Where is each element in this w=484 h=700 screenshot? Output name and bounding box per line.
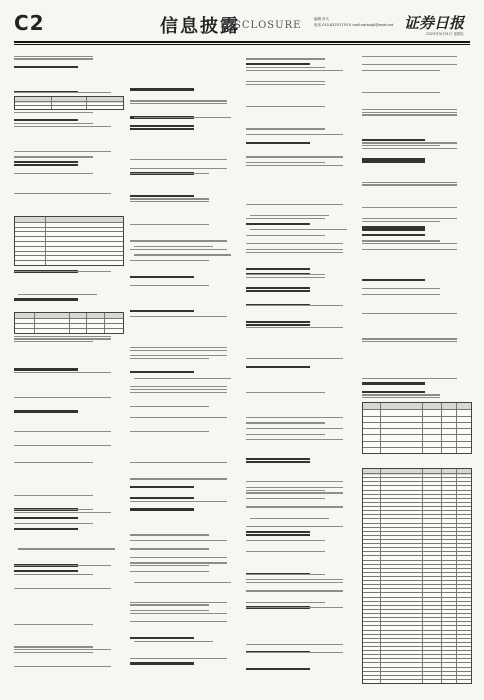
article-column-3	[246, 50, 356, 690]
subheading-line	[14, 298, 78, 300]
table-row-rule	[363, 543, 471, 544]
text-line	[130, 355, 227, 356]
text-line	[362, 148, 457, 149]
table-row-rule	[363, 564, 471, 565]
text-line	[130, 285, 209, 286]
subheading-line	[14, 164, 78, 166]
text-line	[246, 492, 343, 493]
table-row-rule	[363, 447, 471, 448]
text-line	[130, 260, 209, 261]
text-line	[246, 551, 325, 552]
text-line	[14, 271, 111, 272]
text-line	[130, 224, 209, 225]
text-line	[362, 341, 457, 342]
page-number: C2	[14, 11, 45, 35]
table-column-rule	[86, 97, 87, 109]
text-line	[134, 254, 231, 255]
subheading-line	[130, 88, 194, 90]
text-line	[14, 151, 111, 152]
text-line	[246, 277, 325, 278]
text-line	[246, 602, 325, 603]
text-line	[246, 579, 343, 580]
text-line	[130, 610, 209, 611]
text-line	[362, 394, 440, 395]
text-line	[246, 490, 325, 491]
text-line	[246, 58, 325, 59]
text-line	[18, 548, 115, 549]
text-line	[130, 201, 209, 202]
table-row-rule	[363, 584, 471, 585]
text-line	[246, 252, 343, 253]
table-row-rule	[363, 441, 471, 442]
text-line	[246, 235, 325, 236]
subheading-line	[130, 497, 194, 499]
table-row-rule	[363, 490, 471, 491]
text-line	[246, 506, 343, 507]
text-line	[14, 523, 93, 524]
text-line	[14, 397, 111, 398]
table-row-rule	[363, 527, 471, 528]
text-line	[246, 358, 343, 359]
table-row-rule	[363, 597, 471, 598]
text-line	[246, 162, 325, 163]
text-line	[130, 406, 209, 407]
text-line	[246, 540, 325, 541]
table-row-rule	[15, 260, 123, 261]
text-line	[246, 274, 325, 275]
text-line	[130, 462, 227, 463]
text-line	[14, 666, 111, 667]
text-line	[130, 602, 227, 603]
text-line	[362, 294, 440, 295]
text-line	[246, 243, 343, 244]
text-line	[130, 621, 227, 622]
table-row-rule	[363, 514, 471, 515]
text-line	[246, 607, 343, 608]
table-row-rule	[363, 634, 471, 635]
subheading-line	[14, 517, 78, 519]
table-column-rule	[34, 313, 35, 333]
text-line	[246, 84, 325, 85]
subheading-line	[246, 63, 310, 65]
subheading-line	[130, 195, 194, 197]
table-row-rule	[363, 617, 471, 618]
text-line	[246, 590, 343, 591]
text-line	[130, 392, 227, 393]
table-column-rule	[441, 403, 442, 453]
text-line	[246, 434, 325, 435]
text-line	[362, 109, 457, 110]
text-line	[130, 168, 227, 169]
table-header-row	[363, 403, 471, 409]
subheading-line	[362, 391, 425, 393]
table-row-rule	[363, 654, 471, 655]
subheading-line	[246, 324, 310, 326]
table-row-rule	[363, 535, 471, 536]
text-line	[130, 658, 227, 659]
table-row-rule	[363, 658, 471, 659]
text-line	[130, 240, 227, 241]
text-line	[246, 70, 343, 71]
table-column-rule	[86, 313, 87, 333]
subheading-line	[246, 268, 310, 270]
text-line	[362, 249, 457, 250]
table-column-rule	[51, 97, 52, 109]
text-line	[130, 350, 227, 351]
text-line	[14, 372, 111, 373]
text-line	[130, 347, 227, 348]
subheading-line	[14, 66, 78, 68]
table-row-rule	[363, 551, 471, 552]
text-line	[362, 313, 457, 314]
table-column-rule	[456, 469, 457, 683]
table-row-rule	[363, 510, 471, 511]
table-row-rule	[363, 473, 471, 474]
table-column-rule	[422, 469, 423, 683]
table-column-rule	[104, 313, 105, 333]
table-row-rule	[15, 255, 123, 256]
text-line	[246, 439, 343, 440]
subheading-line	[362, 382, 425, 384]
text-line	[250, 215, 329, 216]
text-line	[130, 548, 209, 549]
editor-line: 编辑 肖凡	[314, 17, 330, 21]
table-row-rule	[363, 539, 471, 540]
table-column-rule	[45, 217, 46, 265]
editor-info	[314, 16, 393, 28]
subheading-line	[246, 223, 310, 225]
text-line	[362, 184, 457, 185]
subheading-line	[130, 371, 194, 373]
text-line	[246, 422, 325, 423]
text-line	[246, 165, 343, 166]
text-line	[14, 574, 93, 575]
text-line	[14, 649, 111, 650]
text-line	[14, 92, 111, 93]
table-row-rule	[363, 498, 471, 499]
table-row-rule	[363, 572, 471, 573]
text-line	[130, 565, 209, 566]
text-line	[246, 574, 325, 575]
table-row-rule	[363, 531, 471, 532]
text-line	[362, 243, 457, 244]
text-line	[362, 397, 440, 398]
text-line	[14, 624, 93, 625]
text-line	[362, 112, 457, 113]
text-line	[246, 392, 325, 393]
financial-table-4	[362, 402, 472, 454]
text-line	[246, 249, 343, 250]
text-line	[130, 159, 227, 160]
text-line	[130, 534, 209, 535]
subheading-line	[14, 410, 78, 412]
table-row-rule	[363, 646, 471, 647]
table-row-rule	[363, 588, 471, 589]
table-row-rule	[363, 671, 471, 672]
text-line	[246, 134, 343, 135]
text-line	[134, 641, 213, 642]
table-row-rule	[15, 241, 123, 242]
text-line	[14, 588, 111, 589]
text-line	[14, 445, 111, 446]
text-line	[246, 128, 325, 129]
masthead-rule	[14, 41, 470, 43]
table-row-rule	[15, 236, 123, 237]
table-row-rule	[363, 560, 471, 561]
text-line	[130, 540, 227, 541]
table-row-rule	[363, 580, 471, 581]
table-row-rule	[363, 434, 471, 435]
table-row-rule	[363, 518, 471, 519]
text-line	[246, 156, 343, 157]
table-column-rule	[380, 403, 381, 453]
financial-table-1	[14, 96, 124, 110]
text-line	[130, 198, 209, 199]
text-line	[130, 417, 227, 418]
financial-table-3	[14, 312, 124, 334]
table-row-rule	[363, 409, 471, 410]
article-column-2	[130, 50, 240, 690]
text-line	[362, 288, 440, 289]
text-line	[246, 652, 343, 653]
table-row-rule	[363, 485, 471, 486]
text-line	[246, 67, 325, 68]
table-row-rule	[363, 638, 471, 639]
subheading-line	[362, 234, 425, 236]
text-line	[362, 114, 457, 115]
text-line	[14, 509, 93, 510]
table-row-rule	[363, 576, 471, 577]
text-line	[246, 487, 343, 488]
table-header-row	[15, 97, 123, 103]
table-row-rule	[15, 251, 123, 252]
text-line	[246, 106, 325, 107]
text-line	[14, 112, 93, 113]
table-row-rule	[363, 605, 471, 606]
text-line	[130, 316, 227, 317]
text-line	[14, 462, 93, 463]
text-line	[246, 498, 325, 499]
text-line	[246, 481, 343, 482]
table-row-rule	[363, 650, 471, 651]
article-column-1	[14, 50, 124, 690]
subheading-line	[130, 276, 194, 278]
text-line	[246, 582, 343, 583]
subheading-line	[130, 508, 194, 510]
table-column-rule	[422, 403, 423, 453]
text-line	[130, 604, 209, 605]
text-line	[134, 378, 231, 379]
section-title: 信息披露	[160, 16, 240, 37]
text-line	[246, 417, 343, 418]
subheading-line	[130, 486, 194, 488]
text-line	[246, 305, 343, 306]
table-row-rule	[15, 105, 123, 106]
text-line	[362, 92, 440, 93]
table-row-rule	[363, 642, 471, 643]
table-row-rule	[363, 506, 471, 507]
table-row-rule	[15, 231, 123, 232]
subheading-line	[14, 528, 78, 530]
text-line	[362, 182, 457, 183]
masthead-rule-thin	[14, 44, 470, 45]
text-line	[362, 378, 457, 379]
text-line	[134, 246, 213, 247]
text-line	[362, 240, 440, 241]
newspaper-logo: 证券日报	[403, 14, 464, 32]
text-line	[362, 145, 440, 146]
text-line	[362, 221, 440, 222]
text-line	[130, 386, 227, 387]
text-line	[134, 117, 231, 118]
table-column-rule	[456, 403, 457, 453]
text-line	[246, 327, 343, 328]
subheading-line	[14, 119, 78, 121]
text-line	[14, 495, 93, 496]
text-line	[246, 81, 325, 82]
text-line	[18, 294, 97, 295]
table-row-rule	[363, 428, 471, 429]
subheading-line	[246, 142, 310, 144]
table-row-rule	[363, 609, 471, 610]
text-line	[130, 557, 227, 558]
text-line	[362, 70, 440, 71]
table-row-rule	[363, 477, 471, 478]
text-line	[130, 431, 209, 432]
text-line	[362, 207, 457, 208]
subheading-line	[130, 310, 194, 312]
table-row-rule	[363, 630, 471, 631]
text-line	[130, 501, 227, 502]
text-line	[362, 64, 457, 65]
table-row-rule	[363, 625, 471, 626]
text-line	[130, 571, 209, 572]
table-row-rule	[363, 568, 471, 569]
text-line	[130, 173, 209, 174]
text-line	[14, 193, 111, 194]
table-column-rule	[380, 469, 381, 683]
text-line	[130, 103, 227, 104]
table-row-rule	[15, 227, 123, 228]
text-line	[246, 644, 343, 645]
text-line	[362, 56, 457, 57]
table-column-rule	[69, 313, 70, 333]
table-row-rule	[363, 675, 471, 676]
financial-table-2	[14, 216, 124, 266]
text-line	[14, 156, 93, 157]
subheading-line	[246, 290, 310, 292]
text-line	[130, 562, 227, 563]
table-row-rule	[363, 601, 471, 602]
text-line	[14, 56, 93, 57]
text-line	[14, 512, 111, 513]
table-row-rule	[363, 621, 471, 622]
table-row-rule	[363, 494, 471, 495]
text-line	[246, 218, 325, 219]
text-line	[14, 126, 111, 127]
text-line	[246, 428, 343, 429]
subheading-line	[14, 368, 78, 370]
text-line	[362, 338, 457, 339]
text-line	[14, 336, 111, 337]
text-line	[250, 229, 347, 230]
text-line	[362, 218, 457, 219]
text-line	[130, 100, 227, 101]
subheading-line	[246, 461, 310, 463]
subheading-line	[246, 668, 310, 670]
text-line	[250, 518, 329, 519]
subheading-line	[130, 662, 194, 664]
text-line	[14, 123, 93, 124]
text-line	[130, 613, 227, 614]
contact-line: 电话 010-83251730 E-mail:zqrbxjpl@zqrb.net	[314, 23, 394, 27]
text-line	[362, 142, 457, 143]
text-line	[14, 431, 111, 432]
text-line	[14, 652, 93, 653]
subheading-line	[130, 637, 194, 639]
text-line	[130, 249, 227, 250]
table-row-rule	[363, 502, 471, 503]
table-row-rule	[15, 246, 123, 247]
table-row-rule	[363, 416, 471, 417]
financial-table-5	[362, 468, 472, 684]
table-row-rule	[363, 667, 471, 668]
subheading-line	[14, 570, 78, 572]
table-row-rule	[363, 422, 471, 423]
table-row-rule	[363, 679, 471, 680]
table-row-rule	[363, 592, 471, 593]
table-row-rule	[363, 613, 471, 614]
text-line	[14, 58, 93, 59]
subheading-line	[362, 279, 425, 281]
text-line	[14, 565, 111, 566]
subheading-line	[362, 228, 425, 230]
subheading-line	[362, 139, 425, 141]
text-line	[130, 389, 227, 390]
text-line	[246, 204, 343, 205]
date-line: 2023年3月31日 星期五	[426, 32, 464, 36]
text-line	[14, 338, 111, 339]
text-line	[14, 173, 93, 174]
table-row-rule	[363, 481, 471, 482]
text-line	[14, 646, 93, 647]
table-row-rule	[363, 662, 471, 663]
text-line	[130, 478, 227, 479]
table-row-rule	[363, 547, 471, 548]
section-title-en: DISCLOSURE	[220, 20, 302, 31]
text-line	[14, 341, 93, 342]
table-row-rule	[15, 101, 123, 102]
subheading-line	[246, 534, 310, 536]
text-line	[134, 582, 231, 583]
subheading-line	[362, 161, 425, 163]
table-row-rule	[363, 555, 471, 556]
subheading-line	[130, 128, 194, 130]
table-row-rule	[363, 523, 471, 524]
table-column-rule	[441, 469, 442, 683]
text-line	[130, 358, 209, 359]
table-row-rule	[15, 222, 123, 223]
text-line	[246, 526, 343, 527]
subheading-line	[246, 366, 310, 368]
